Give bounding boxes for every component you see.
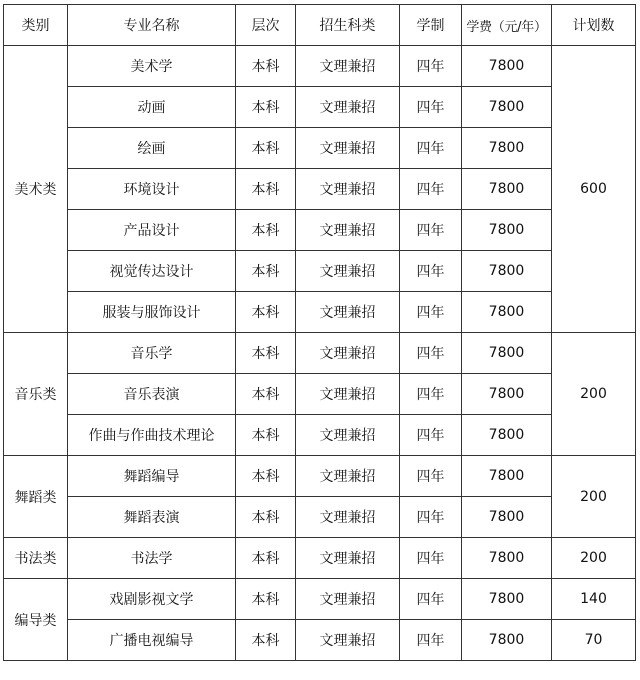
major-name-cell: 视觉传达设计	[68, 251, 236, 292]
enroll-type-cell: 文理兼招	[296, 579, 400, 620]
level-cell: 本科	[236, 87, 296, 128]
table-row	[4, 456, 636, 497]
major-name-cell: 服装与服饰设计	[68, 292, 236, 333]
plan-cell: 200	[552, 333, 636, 456]
table-row	[4, 579, 636, 620]
level-cell: 本科	[236, 538, 296, 579]
enroll-type-cell: 文理兼招	[296, 251, 400, 292]
duration-cell: 四年	[400, 292, 462, 333]
category-cell: 美术类	[4, 46, 68, 333]
table-row	[4, 497, 636, 538]
table-row	[4, 292, 636, 333]
fee-cell: 7800	[462, 415, 552, 456]
duration-cell: 四年	[400, 46, 462, 87]
duration-cell: 四年	[400, 251, 462, 292]
table-row	[4, 333, 636, 374]
major-name-cell: 戏剧影视文学	[68, 579, 236, 620]
enroll-type-cell: 文理兼招	[296, 46, 400, 87]
level-cell: 本科	[236, 579, 296, 620]
fee-cell: 7800	[462, 620, 552, 661]
major-name-cell: 作曲与作曲技术理论	[68, 415, 236, 456]
enroll-type-cell: 文理兼招	[296, 292, 400, 333]
duration-cell: 四年	[400, 497, 462, 538]
fee-cell: 7800	[462, 538, 552, 579]
enroll-type-cell: 文理兼招	[296, 538, 400, 579]
major-name-cell: 音乐表演	[68, 374, 236, 415]
duration-cell: 四年	[400, 210, 462, 251]
header-category: 类别	[4, 5, 68, 46]
category-cell: 书法类	[4, 538, 68, 579]
enroll-type-cell: 文理兼招	[296, 169, 400, 210]
category-cell: 编导类	[4, 579, 68, 661]
major-name-cell: 产品设计	[68, 210, 236, 251]
fee-cell: 7800	[462, 251, 552, 292]
enroll-type-cell: 文理兼招	[296, 456, 400, 497]
duration-cell: 四年	[400, 415, 462, 456]
level-cell: 本科	[236, 333, 296, 374]
table-row	[4, 210, 636, 251]
enrollment-table	[3, 4, 636, 661]
enroll-type-cell: 文理兼招	[296, 128, 400, 169]
header-row	[4, 5, 636, 46]
level-cell: 本科	[236, 497, 296, 538]
level-cell: 本科	[236, 292, 296, 333]
table-row	[4, 128, 636, 169]
table-row	[4, 87, 636, 128]
category-cell: 舞蹈类	[4, 456, 68, 538]
duration-cell: 四年	[400, 374, 462, 415]
level-cell: 本科	[236, 128, 296, 169]
plan-cell: 600	[552, 46, 636, 333]
level-cell: 本科	[236, 415, 296, 456]
table-row	[4, 46, 636, 87]
table-row	[4, 538, 636, 579]
duration-cell: 四年	[400, 87, 462, 128]
duration-cell: 四年	[400, 579, 462, 620]
table-row	[4, 169, 636, 210]
major-name-cell: 美术学	[68, 46, 236, 87]
duration-cell: 四年	[400, 620, 462, 661]
enroll-type-cell: 文理兼招	[296, 210, 400, 251]
header-fee: 学费（元/年）	[462, 5, 552, 46]
major-name-cell: 动画	[68, 87, 236, 128]
fee-cell: 7800	[462, 497, 552, 538]
level-cell: 本科	[236, 374, 296, 415]
major-name-cell: 绘画	[68, 128, 236, 169]
table-row	[4, 620, 636, 661]
major-name-cell: 环境设计	[68, 169, 236, 210]
header-major-name: 专业名称	[68, 5, 236, 46]
fee-cell: 7800	[462, 456, 552, 497]
table-row	[4, 374, 636, 415]
fee-cell: 7800	[462, 292, 552, 333]
major-name-cell: 舞蹈表演	[68, 497, 236, 538]
enroll-type-cell: 文理兼招	[296, 415, 400, 456]
plan-cell: 140	[552, 579, 636, 620]
duration-cell: 四年	[400, 333, 462, 374]
level-cell: 本科	[236, 46, 296, 87]
fee-cell: 7800	[462, 87, 552, 128]
header-level: 层次	[236, 5, 296, 46]
fee-cell: 7800	[462, 169, 552, 210]
duration-cell: 四年	[400, 169, 462, 210]
major-name-cell: 舞蹈编导	[68, 456, 236, 497]
fee-cell: 7800	[462, 128, 552, 169]
fee-cell: 7800	[462, 374, 552, 415]
enroll-type-cell: 文理兼招	[296, 333, 400, 374]
duration-cell: 四年	[400, 456, 462, 497]
enroll-type-cell: 文理兼招	[296, 620, 400, 661]
header-duration: 学制	[400, 5, 462, 46]
major-name-cell: 书法学	[68, 538, 236, 579]
level-cell: 本科	[236, 169, 296, 210]
enroll-type-cell: 文理兼招	[296, 374, 400, 415]
duration-cell: 四年	[400, 538, 462, 579]
table-row	[4, 251, 636, 292]
header-enroll-type: 招生科类	[296, 5, 400, 46]
major-name-cell: 广播电视编导	[68, 620, 236, 661]
major-name-cell: 音乐学	[68, 333, 236, 374]
fee-cell: 7800	[462, 46, 552, 87]
category-cell: 音乐类	[4, 333, 68, 456]
level-cell: 本科	[236, 210, 296, 251]
level-cell: 本科	[236, 456, 296, 497]
table-row	[4, 415, 636, 456]
level-cell: 本科	[236, 251, 296, 292]
plan-cell: 200	[552, 538, 636, 579]
header-plan: 计划数	[552, 5, 636, 46]
fee-cell: 7800	[462, 210, 552, 251]
duration-cell: 四年	[400, 128, 462, 169]
plan-cell: 70	[552, 620, 636, 661]
fee-cell: 7800	[462, 333, 552, 374]
enroll-type-cell: 文理兼招	[296, 497, 400, 538]
plan-cell: 200	[552, 456, 636, 538]
level-cell: 本科	[236, 620, 296, 661]
enroll-type-cell: 文理兼招	[296, 87, 400, 128]
fee-cell: 7800	[462, 579, 552, 620]
